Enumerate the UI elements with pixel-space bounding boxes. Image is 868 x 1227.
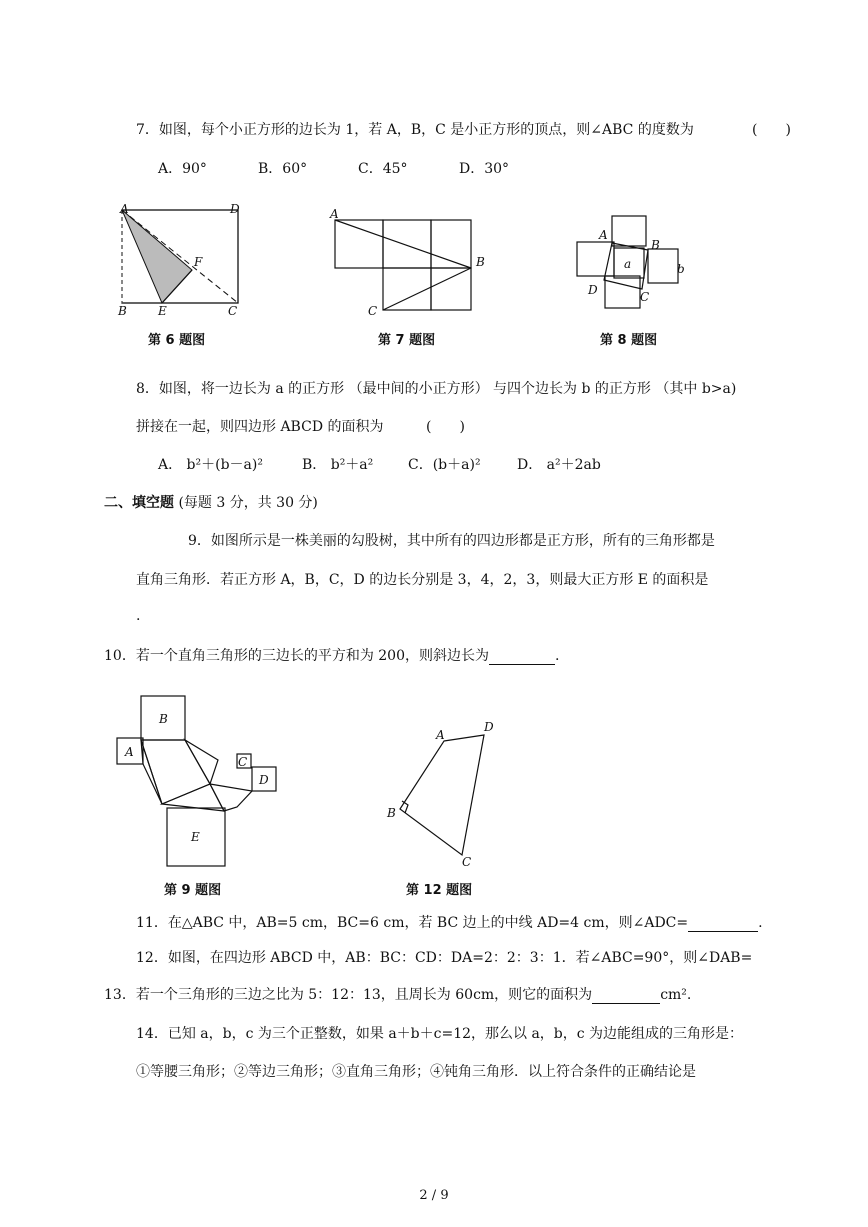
fig8-label-b-small: b xyxy=(677,262,685,276)
fig7-caption: 第 7 题图 xyxy=(378,333,436,348)
fig9-label-c: C xyxy=(238,755,248,769)
q12-text: 12．如图，在四边形 ABCD 中，AB：BC：CD：DA=2：2：3：1．若∠ABC=90°，则∠DAB= xyxy=(136,950,753,966)
q7-option-c: C．45° xyxy=(358,161,408,177)
q7-stem: 7．如图，每个小正方形的边长为 1，若 A，B，C 是小正方形的顶点，则∠ABC 的度数为 xyxy=(136,122,694,138)
fig12-label-a: A xyxy=(436,728,445,742)
q11-text: 11．在△ABC 中，AB=5 cm，BC=6 cm，若 BC 边上的中线 AD=4 cm，则∠ADC= xyxy=(136,915,689,931)
section-2-note: (每题 3 分，共 30 分) xyxy=(178,495,318,511)
figure-8 xyxy=(572,212,702,312)
fig12-label-c: C xyxy=(462,855,472,869)
q7-answer-paren: ( ) xyxy=(752,122,791,138)
q7-option-b: B．60° xyxy=(258,161,308,177)
fig8-caption: 第 8 题图 xyxy=(600,333,658,348)
fig8-label-c: C xyxy=(640,290,650,304)
fig6-label-a: A xyxy=(120,202,129,216)
q10-text: 10．若一个直角三角形的三边长的平方和为 200，则斜边长为 xyxy=(104,648,489,664)
page-number: 2 / 9 xyxy=(419,1188,449,1203)
q13-text: 13．若一个三角形的三边之比为 5：12：13，且周长为 60cm，则它的面积为 xyxy=(104,987,593,1003)
q8-option-b: B． b²＋a² xyxy=(302,457,374,473)
figure-9 xyxy=(110,690,290,870)
figure-7 xyxy=(330,205,490,318)
fig9-label-e: E xyxy=(191,830,200,844)
q8-option-d: D． a²＋2ab xyxy=(517,457,601,473)
q9-line1: 9．如图所示是一株美丽的勾股树，其中所有的四边形都是正方形，所有的三角形都是 xyxy=(188,533,715,549)
fig6-label-b: B xyxy=(118,304,127,318)
q11-end: . xyxy=(758,915,763,931)
fig9-caption: 第 9 题图 xyxy=(164,883,222,898)
q8-option-a: A． b²＋(b－a)² xyxy=(158,457,263,473)
q7-option-d: D．30° xyxy=(459,161,510,177)
fig12-label-d: D xyxy=(484,720,494,734)
q8-answer-paren: ( ) xyxy=(426,419,465,435)
fig8-label-a: A xyxy=(599,228,608,242)
fig6-caption: 第 6 题图 xyxy=(148,333,206,348)
q11 xyxy=(136,914,763,932)
fig6-label-c: C xyxy=(228,304,238,318)
q13 xyxy=(104,986,691,1004)
q8-line2: 拼接在一起，则四边形 ABCD 的面积为 xyxy=(136,419,384,435)
fig6-label-e: E xyxy=(158,304,167,318)
section-2-title: 二、填空题 xyxy=(104,495,174,511)
q13-answer-blank[interactable] xyxy=(592,989,660,1004)
q14-line1: 14．已知 a，b，c 为三个正整数，如果 a＋b＋c=12，那么以 a，b，c 为边能组成的三角形是： xyxy=(136,1026,744,1042)
figure-6 xyxy=(110,200,250,320)
fig7-label-a: A xyxy=(330,207,339,221)
fig8-label-a-small: a xyxy=(624,257,632,271)
fig6-label-f: F xyxy=(194,255,203,269)
q9-line2: 直角三角形．若正方形 A，B，C，D 的边长分别是 3，4，2，3，则最大正方形 E 的面积是 xyxy=(136,572,709,588)
q13-unit: cm². xyxy=(660,987,692,1003)
q10-answer-blank[interactable] xyxy=(489,650,555,665)
fig9-label-d: D xyxy=(259,773,269,787)
q14-line2: ①等腰三角形；②等边三角形；③直角三角形；④钝角三角形．以上符合条件的正确结论是 xyxy=(136,1064,696,1080)
fig12-caption: 第 12 题图 xyxy=(406,883,473,898)
q11-answer-blank[interactable] xyxy=(688,917,758,932)
fig6-label-d: D xyxy=(230,202,240,216)
fig9-label-b: B xyxy=(159,712,168,726)
figure-12 xyxy=(380,715,510,875)
q8-option-c: C．(b＋a)² xyxy=(408,457,481,473)
fig8-label-d: D xyxy=(588,283,598,297)
fig7-label-c: C xyxy=(368,304,378,318)
fig7-label-b: B xyxy=(476,255,485,269)
q8-line1: 8．如图，将一边长为 a 的正方形 （最中间的小正方形） 与四个边长为 b 的正方形 （其中 b>a) xyxy=(136,381,737,397)
fig9-label-a: A xyxy=(125,745,134,759)
q10 xyxy=(104,647,559,665)
fig8-label-b: B xyxy=(651,238,660,252)
q9-line3: . xyxy=(136,608,141,624)
q10-end: . xyxy=(555,648,560,664)
section-2-heading xyxy=(104,494,318,512)
q7-option-a: A．90° xyxy=(158,161,207,177)
fig12-label-b: B xyxy=(387,806,396,820)
